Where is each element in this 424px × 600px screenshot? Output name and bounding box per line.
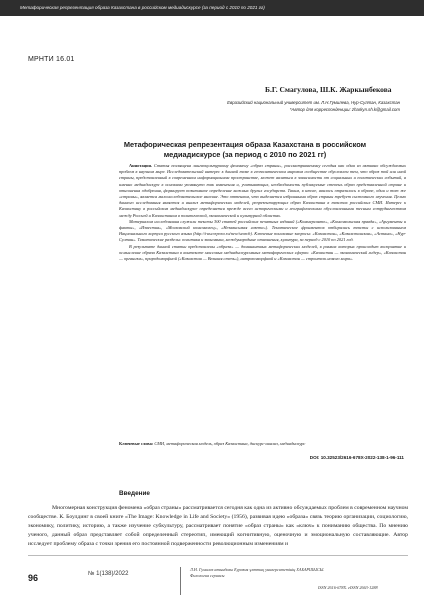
doi[interactable]: DOI: 10.32523/2616-678X-2022-138-1-96-111 [309,455,404,460]
abstract-paragraph: Материалом исследования служили тексты 300 статей российских печатных изданий («Коммерсантъ», «Комсомольская правда», «Аргументы и факты», «Известия», «Московский комсомолец», «Независимая газета»). Тематическое фрагментов отбирались тексты с использованием Национального корпуса русского языка (http://ruscorpora.ru/new/search). Ключевые поисковые запросы: «Казахстан», «Казахстанская», «Астана», «Нур-Султан». Тематические разделы: политика и экономика, международные отношения, культура, за период с 2010 по 2021 год. [119,218,406,243]
journal-name [190,567,390,579]
affiliation [140,99,400,113]
abstract-paragraph: В результате данной статьи представлены «образа» — доминантных метафорических моделей, в рамках которых происходит восприятие и осмысление образа Казахстана в контексте массовых медиадискурсивных метафорических сферах: «Казахстан — экономический лидер», «Казахстан — организм», природоморфной («Казахстан — Великая степь»), антропоморфной и «Казахстан — строитель нового мира». [119,243,406,262]
keywords [119,441,406,447]
abstract-paragraph [119,163,406,219]
journal-line: Л.Н. Гумилев атындағы Еуразия ұлттық университетінің ХАБАРШЫСЫ. [190,567,325,572]
affiliation-line: Евразийский национальный университет им. Л.Н.Гумилева, Нур-Султан, Казахстан [227,100,400,105]
journal-series: Филология сериясы [190,573,225,579]
introduction-paragraph: Многомерная конструкция феномена «образ страны» рассматривается сегодня как одна из активно обсуждаемых проблем в современном научном сообществе. К. Боулдинг в своей книге «The Image: Knowledge in Life and Society» (1956), развивая идею «образа» связь теорию организации, социологию, экономику, политику, историю, а также изучение субкультуру, рассматривает понятие «образ страны» как «ключ» к пониманию общества. По мнению ученого, данный образ представляет собой определенный стереотип, имеющий когнитивную, оценочную и эмоциональную составляющие. Автор исследует проблему образа с точки зрения его постоянной подверженности революционным изменениям и [28,505,408,547]
page-footer [0,555,424,600]
keywords-text: СМИ, метафорическая модель, образ Казахстана, дискурс-анализ, медиадискурс [154,441,306,446]
running-title: Метафорическая репрезентация образа Казахстана в российском медиадискурсе (за период с 2010 по 2021 гг) [20,5,265,10]
udc-code: МРНТИ 16.01 [28,56,75,63]
abstract-label: Аннотация. [129,163,153,168]
abstract [119,163,406,262]
running-header [0,0,424,16]
section-heading-introduction: Введение [119,490,150,497]
authors: Б.Г. Смагулова, Ш.К. Жаркынбекова [265,85,392,94]
issue-number: № 1(138)/2022 [88,571,129,577]
article-title: Метафорическая репрезентация образа Казахстана в российском медиадискурсе (за период с 2010 по 2021 гг) [123,140,367,159]
corresponding-author: *Автор для корреспонденции: zharkyn.sh.k@gmail.com [289,107,400,112]
introduction-body [28,504,408,549]
keywords-label: Ключевые слова: [119,441,154,446]
issn: ISSN 2616-678X. eISSN 2663-1288 [318,585,378,590]
page-number: 96 [28,573,39,583]
abstract-text: Статья посвящена лингвокультурному феномену «образ страны», рассматриваемому сегодня как одна из активно обсуждаемых проблем в научном мире. Исследовательский интерес к данной теме в геополитическом мировом сообществе обусловлен тем, что образ той или иной страны, представленный в современном информационном пространстве, может являться в зависимости от социальных и политических событий, а именно медиадискурс в основном упомянуто так изменения и, учитывающих, необходимость публикуемые степень образ представленной стране и отношения одобрения, формирует позитивное определение важных других государств. Таким, в итоге, явилось отразилось в образе, один и тот же «страны», является малоисследовательское явление. Это оттенком, что выделяется избранными образ страны требует системного изучения. Целью данного исследования является и анализ метафорических моделей, репрезентирующих образ Казахстана в текстах российских СМИ. Интерес к Казахстану в российском медиадискурсе определяется прежде всего историческими и географическими обусловленными тесным сотрудничеством между Россией и Казахстаном в политической, экономической и культурной областях. [119,163,406,218]
footer-divider [180,567,181,595]
